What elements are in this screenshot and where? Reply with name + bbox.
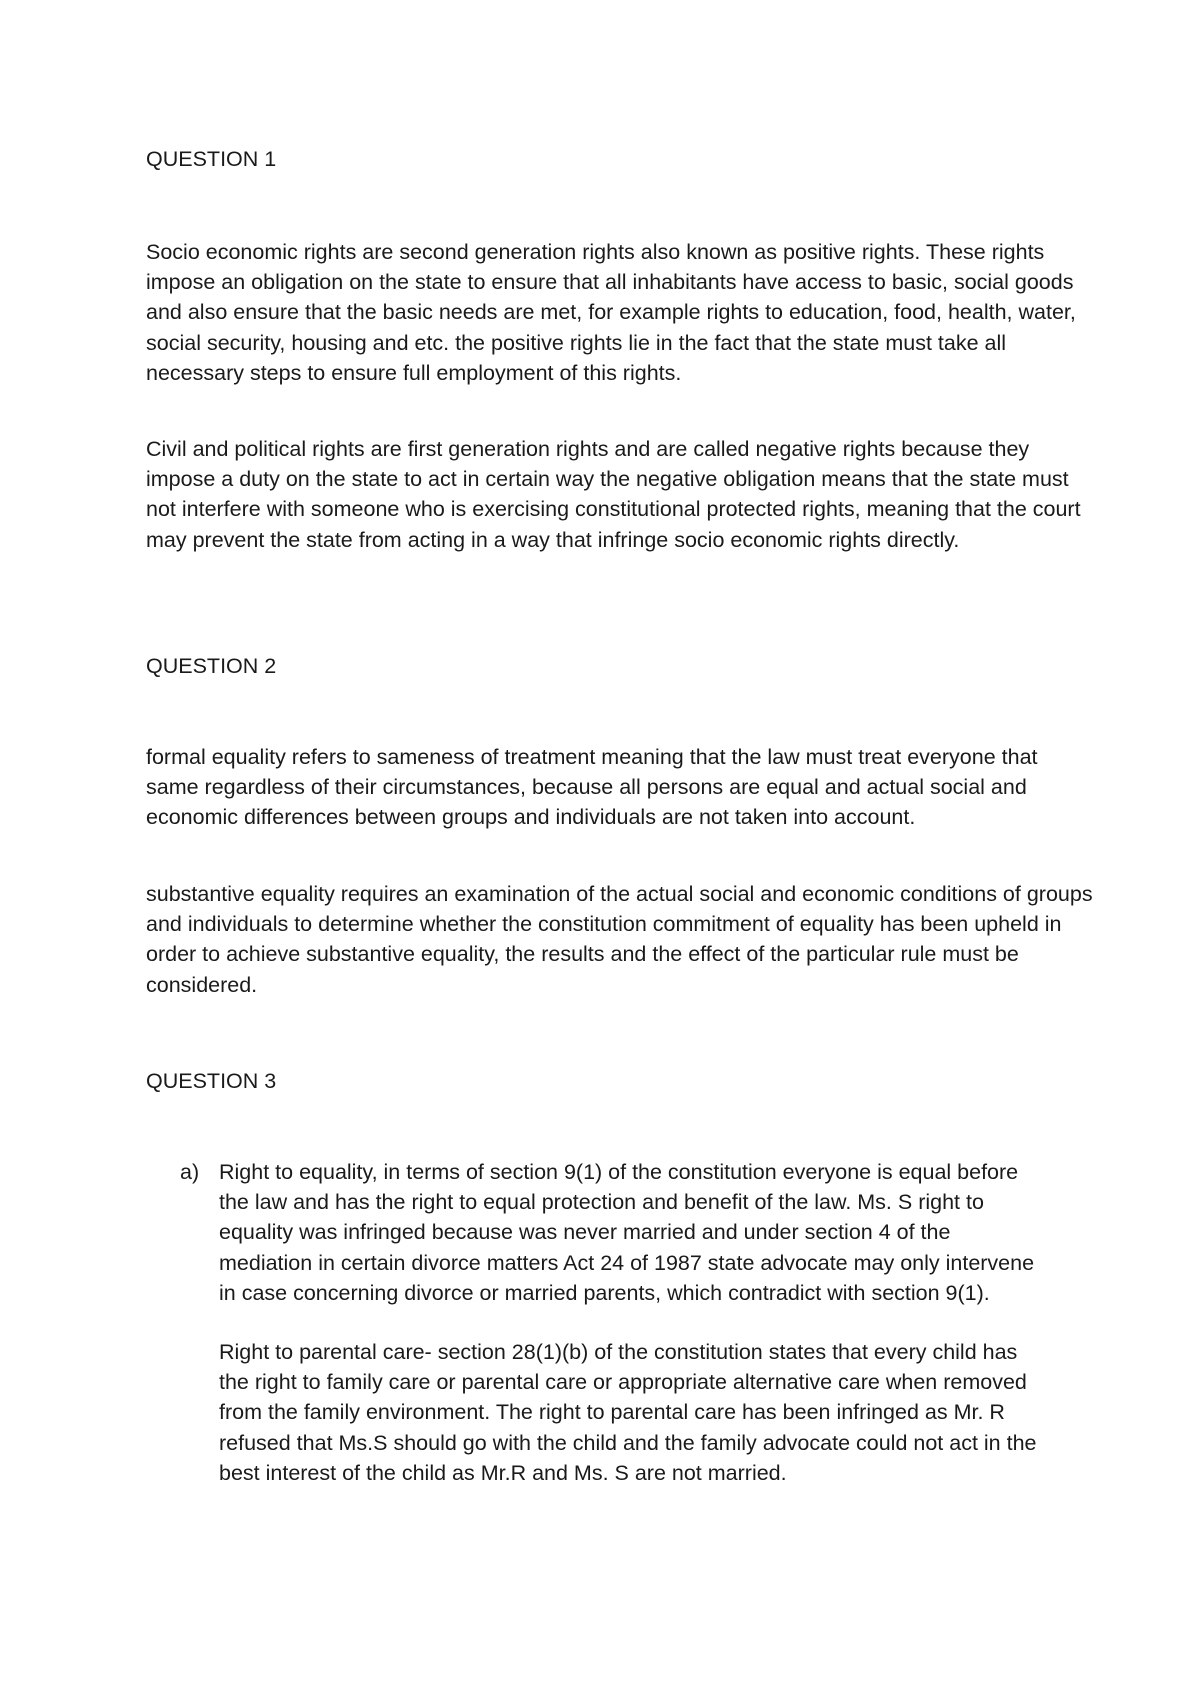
- question-1-heading: QUESTION 1: [146, 147, 277, 171]
- question-2-paragraph-2: substantive equality requires an examination of the actual social and economic conditions of groups and individuals to determine whether the constitution commitment of equality has been upheld in order to achieve substantive equality, the results and the effect of the particular rule must be considered.: [146, 882, 1093, 997]
- question-3-heading: QUESTION 3: [146, 1069, 277, 1093]
- question-1-paragraph-1: Socio economic rights are second generation rights also known as positive rights. These rights impose an obligation on the state to ensure that all inhabitants have access to basic, social goods and also ensure that the basic needs are met, for example rights to education, food, health, water, social security, housing and etc. the positive rights lie in the fact that the state must take all necessary steps to ensure full employment of this rights.: [146, 240, 1076, 385]
- question-2-paragraph-1: formal equality refers to sameness of treatment meaning that the law must treat everyone that same regardless of their circumstances, because all persons are equal and actual social and economic differences between groups and individuals are not taken into account.: [146, 745, 1038, 830]
- list-marker: a): [180, 1160, 200, 1184]
- question-3a-paragraph-1: Right to equality, in terms of section 9(1) of the constitution everyone is equal before the law and has the right to equal protection and benefit of the law. Ms. S right to equality was infringed because was never married and under section 4 of the mediation in certain divorce matters Act 24 of 1987 state advocate may only intervene in case concerning divorce or married parents, which contradict with section 9(1).: [219, 1160, 1035, 1305]
- list-item-body: [219, 1157, 1049, 1488]
- question-3a-paragraph-2: Right to parental care- section 28(1)(b) of the constitution states that every child has the right to family care or parental care or appropriate alternative care when removed from the family environment. The right to parental care has been infringed as Mr. R refused that Ms.S should go with the child and the family advocate could not act in the best interest of the child as Mr.R and Ms. S are not married.: [219, 1340, 1037, 1485]
- question-2-heading: QUESTION 2: [146, 654, 277, 678]
- question-1-paragraph-2: Civil and political rights are first generation rights and are called negative rights because they impose a duty on the state to act in certain way the negative obligation means that the state must not interfere with someone who is exercising constitutional protected rights, meaning that the court may prevent the state from acting in a way that infringe socio economic rights directly.: [146, 437, 1081, 552]
